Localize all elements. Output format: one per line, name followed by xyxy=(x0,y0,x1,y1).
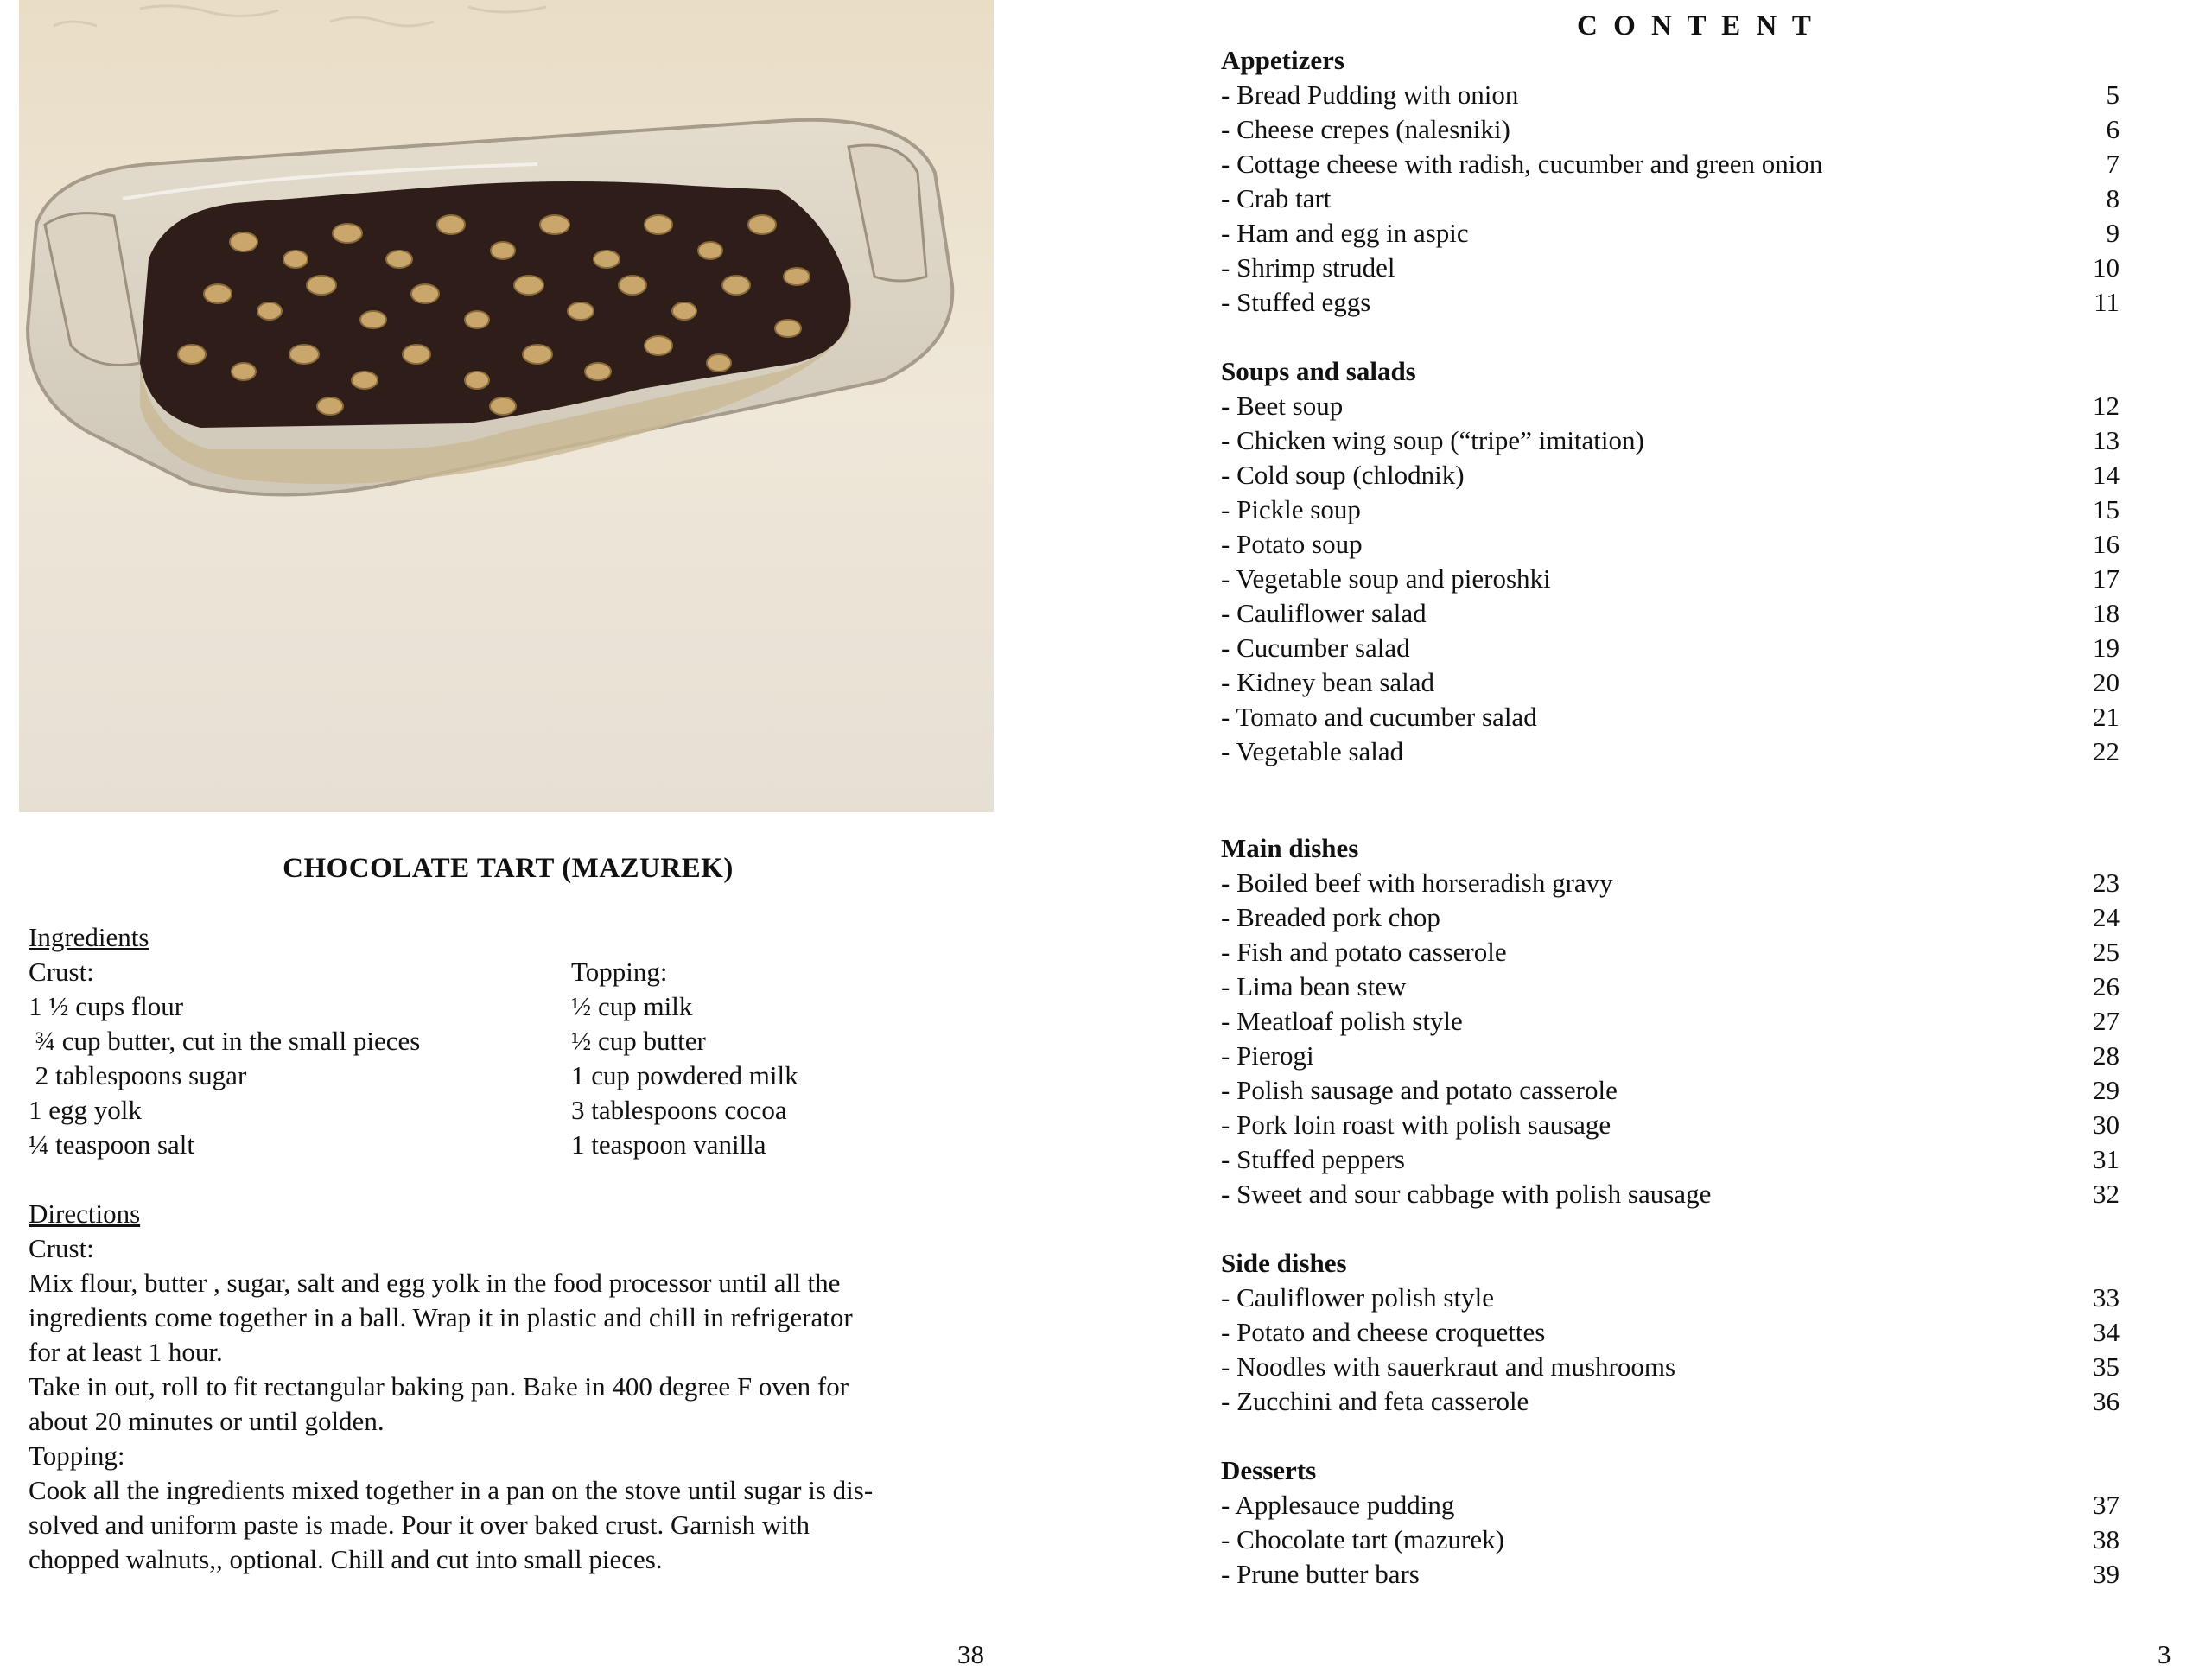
section-heading-soups: Soups and salads xyxy=(1221,356,1416,386)
toc-item-name: - Vegetable soup and pieroshki xyxy=(1221,563,1551,594)
topping-item: ½ cup milk xyxy=(571,991,693,1021)
crust-item: ¾ cup butter, cut in the small pieces xyxy=(29,1026,421,1056)
toc-item-page: 6 xyxy=(2106,114,2120,144)
directions-crust-label: Crust: xyxy=(29,1233,94,1263)
ingredients-table xyxy=(29,955,988,1162)
toc-item-name: - Stuffed peppers xyxy=(1221,1144,1405,1174)
toc-row[interactable] xyxy=(1221,251,2120,285)
recipe-title: CHOCOLATE TART (MAZUREK) xyxy=(283,853,734,884)
toc-item-page: 24 xyxy=(2093,902,2120,932)
topping-label: Topping: xyxy=(571,957,668,987)
toc-row[interactable] xyxy=(1221,734,2120,769)
toc-row[interactable] xyxy=(1221,1281,2120,1315)
ingredients-heading: Ingredients xyxy=(29,922,149,952)
directions-line: chopped walnuts,, optional. Chill and cut into small pieces. xyxy=(29,1544,663,1574)
toc-row[interactable] xyxy=(1221,216,2120,251)
crust-item: ¼ teaspoon salt xyxy=(29,1129,194,1160)
toc-item-page: 21 xyxy=(2093,702,2120,732)
toc-item-page: 13 xyxy=(2093,425,2120,455)
toc-item-page: 16 xyxy=(2093,529,2120,559)
section-heading-appetizers: Appetizers xyxy=(1221,45,1344,75)
directions-line: ingredients come together in a ball. Wrap it in plastic and chill in refrigerator xyxy=(29,1302,853,1332)
toc-item-page: 14 xyxy=(2093,460,2120,490)
toc-row[interactable] xyxy=(1221,1004,2120,1039)
toc-item-page: 5 xyxy=(2106,79,2120,110)
toc-row[interactable] xyxy=(1221,900,2120,935)
toc-row[interactable] xyxy=(1221,1177,2120,1211)
toc-item-page: 8 xyxy=(2106,183,2120,213)
toc-item-page: 31 xyxy=(2093,1144,2120,1174)
toc-item-name: - Breaded pork chop xyxy=(1221,902,1440,932)
toc-row[interactable] xyxy=(1221,1350,2120,1384)
crust-item: 2 tablespoons sugar xyxy=(29,1060,247,1090)
toc-row[interactable] xyxy=(1221,866,2120,900)
toc-item-page: 25 xyxy=(2093,937,2120,967)
toc-item-name: - Cold soup (chlodnik) xyxy=(1221,460,1465,490)
toc-row[interactable] xyxy=(1221,181,2120,216)
toc-row[interactable] xyxy=(1221,665,2120,700)
topping-item: 1 cup powdered milk xyxy=(571,1060,798,1090)
toc-item-name: - Meatloaf polish style xyxy=(1221,1006,1463,1036)
toc-item-name: - Pickle soup xyxy=(1221,494,1361,524)
section-heading-side-dishes: Side dishes xyxy=(1221,1248,1347,1278)
directions-line: Mix flour, butter , sugar, salt and egg yolk in the food processor until all the xyxy=(29,1268,841,1298)
toc-item-name: - Potato soup xyxy=(1221,529,1363,559)
toc-item-page: 39 xyxy=(2093,1559,2120,1589)
toc-row[interactable] xyxy=(1221,458,2120,493)
toc-row[interactable] xyxy=(1221,631,2120,665)
toc-row[interactable] xyxy=(1221,562,2120,596)
toc-row[interactable] xyxy=(1221,285,2120,320)
toc-item-page: 26 xyxy=(2093,971,2120,1001)
toc-row[interactable] xyxy=(1221,1315,2120,1350)
toc-row[interactable] xyxy=(1221,970,2120,1004)
toc-item-name: - Prune butter bars xyxy=(1221,1559,1420,1589)
toc-item-page: 32 xyxy=(2093,1179,2120,1209)
toc-item-name: - Tomato and cucumber salad xyxy=(1221,702,1537,732)
toc-item-page: 28 xyxy=(2093,1040,2120,1071)
toc-item-name: - Stuffed eggs xyxy=(1221,287,1371,317)
toc-item-page: 37 xyxy=(2093,1490,2120,1520)
toc-item-page: 12 xyxy=(2093,391,2120,421)
tart-photo-svg xyxy=(19,0,994,812)
section-heading-main-dishes: Main dishes xyxy=(1221,833,1359,863)
toc-row[interactable] xyxy=(1221,112,2120,147)
topping-ingredients xyxy=(571,955,986,1162)
directions-heading: Directions xyxy=(29,1198,141,1229)
toc-item-name: - Vegetable salad xyxy=(1221,736,1404,766)
toc-item-page: 36 xyxy=(2093,1386,2120,1416)
contents-title: C O N T E N T xyxy=(1577,10,1815,41)
toc-item-name: - Noodles with sauerkraut and mushrooms xyxy=(1221,1351,1676,1382)
toc-row[interactable] xyxy=(1221,78,2120,112)
toc-item-name: - Shrimp strudel xyxy=(1221,252,1395,283)
toc-item-page: 20 xyxy=(2093,667,2120,697)
toc-item-name: - Cottage cheese with radish, cucumber and green onion xyxy=(1221,149,1823,179)
directions-line: Cook all the ingredients mixed together in a pan on the stove until sugar is dis- xyxy=(29,1475,874,1505)
crust-label: Crust: xyxy=(29,957,94,987)
section-heading-desserts: Desserts xyxy=(1221,1455,1317,1485)
toc-row[interactable] xyxy=(1221,147,2120,181)
toc-item-name: - Cucumber salad xyxy=(1221,633,1410,663)
toc-item-name: - Fish and potato casserole xyxy=(1221,937,1507,967)
toc-item-page: 22 xyxy=(2093,736,2120,766)
recipe-page xyxy=(29,851,988,1577)
crust-ingredients xyxy=(29,955,571,1162)
crust-item: 1 ½ cups flour xyxy=(29,991,184,1021)
toc-item-page: 30 xyxy=(2093,1109,2120,1140)
toc-item-name: - Chicken wing soup (“tripe” imitation) xyxy=(1221,425,1644,455)
toc-item-name: - Zucchini and feta casserole xyxy=(1221,1386,1529,1416)
toc-item-name: - Potato and cheese croquettes xyxy=(1221,1317,1546,1347)
toc-item-page: 35 xyxy=(2093,1351,2120,1382)
toc-item-page: 38 xyxy=(2093,1524,2120,1554)
toc-item-name: - Pierogi xyxy=(1221,1040,1314,1071)
toc-item-name: - Kidney bean salad xyxy=(1221,667,1435,697)
toc-row[interactable] xyxy=(1221,1073,2120,1108)
toc-row[interactable] xyxy=(1221,1142,2120,1177)
toc-row[interactable] xyxy=(1221,1523,2120,1557)
directions-line: for at least 1 hour. xyxy=(29,1337,223,1367)
toc-row[interactable] xyxy=(1221,596,2120,631)
directions-line: Take in out, roll to fit rectangular baking pan. Bake in 400 degree F oven for xyxy=(29,1371,849,1402)
topping-item: 3 tablespoons cocoa xyxy=(571,1095,787,1125)
left-page-number: 38 xyxy=(957,1639,984,1669)
toc-item-page: 10 xyxy=(2093,252,2120,283)
toc-item-name: - Cauliflower salad xyxy=(1221,598,1427,628)
toc-row[interactable] xyxy=(1221,493,2120,527)
toc-item-page: 18 xyxy=(2093,598,2120,628)
toc-item-name: - Boiled beef with horseradish gravy xyxy=(1221,868,1613,898)
toc-item-page: 15 xyxy=(2093,494,2120,524)
toc-item-page: 33 xyxy=(2093,1282,2120,1313)
toc-item-page: 23 xyxy=(2093,868,2120,898)
topping-item: 1 teaspoon vanilla xyxy=(571,1129,766,1160)
toc-item-page: 34 xyxy=(2093,1317,2120,1347)
toc-item-name: - Beet soup xyxy=(1221,391,1344,421)
toc-item-page: 11 xyxy=(2094,287,2120,317)
contents-page xyxy=(1221,9,2120,1592)
toc-item-page: 19 xyxy=(2093,633,2120,663)
toc-item-name: - Lima bean stew xyxy=(1221,971,1407,1001)
toc-row[interactable] xyxy=(1221,423,2120,458)
toc-row[interactable] xyxy=(1221,389,2120,423)
toc-item-page: 9 xyxy=(2106,218,2120,248)
toc-row[interactable] xyxy=(1221,1384,2120,1419)
toc-row[interactable] xyxy=(1221,1557,2120,1592)
toc-row[interactable] xyxy=(1221,527,2120,562)
toc-item-name: - Polish sausage and potato casserole xyxy=(1221,1075,1618,1105)
topping-item: ½ cup butter xyxy=(571,1026,706,1056)
toc-item-name: - Crab tart xyxy=(1221,183,1332,213)
toc-row[interactable] xyxy=(1221,935,2120,970)
toc-item-page: 29 xyxy=(2093,1075,2120,1105)
directions-topping-label: Topping: xyxy=(29,1440,125,1471)
toc-item-page: 27 xyxy=(2093,1006,2120,1036)
toc-item-name: - Pork loin roast with polish sausage xyxy=(1221,1109,1611,1140)
toc-item-name: - Applesauce pudding xyxy=(1221,1490,1455,1520)
crust-item: 1 egg yolk xyxy=(29,1095,142,1125)
toc-row[interactable] xyxy=(1221,1488,2120,1523)
toc-item-name: - Sweet and sour cabbage with polish sausage xyxy=(1221,1179,1712,1209)
toc-item-page: 7 xyxy=(2106,149,2120,179)
toc-row[interactable] xyxy=(1221,1039,2120,1073)
toc-item-name: - Cauliflower polish style xyxy=(1221,1282,1494,1313)
right-page-number: 3 xyxy=(2158,1639,2171,1669)
directions-line: solved and uniform paste is made. Pour it over baked crust. Garnish with xyxy=(29,1510,810,1540)
toc-item-name: - Ham and egg in aspic xyxy=(1221,218,1469,248)
toc-item-name: - Chocolate tart (mazurek) xyxy=(1221,1524,1504,1554)
chocolate-tart-photo xyxy=(19,0,994,812)
toc-row[interactable] xyxy=(1221,700,2120,734)
toc-item-name: - Bread Pudding with onion xyxy=(1221,79,1519,110)
toc-item-name: - Cheese crepes (nalesniki) xyxy=(1221,114,1510,144)
toc-item-page: 17 xyxy=(2093,563,2120,594)
directions-line: about 20 minutes or until golden. xyxy=(29,1406,385,1436)
toc-row[interactable] xyxy=(1221,1108,2120,1142)
